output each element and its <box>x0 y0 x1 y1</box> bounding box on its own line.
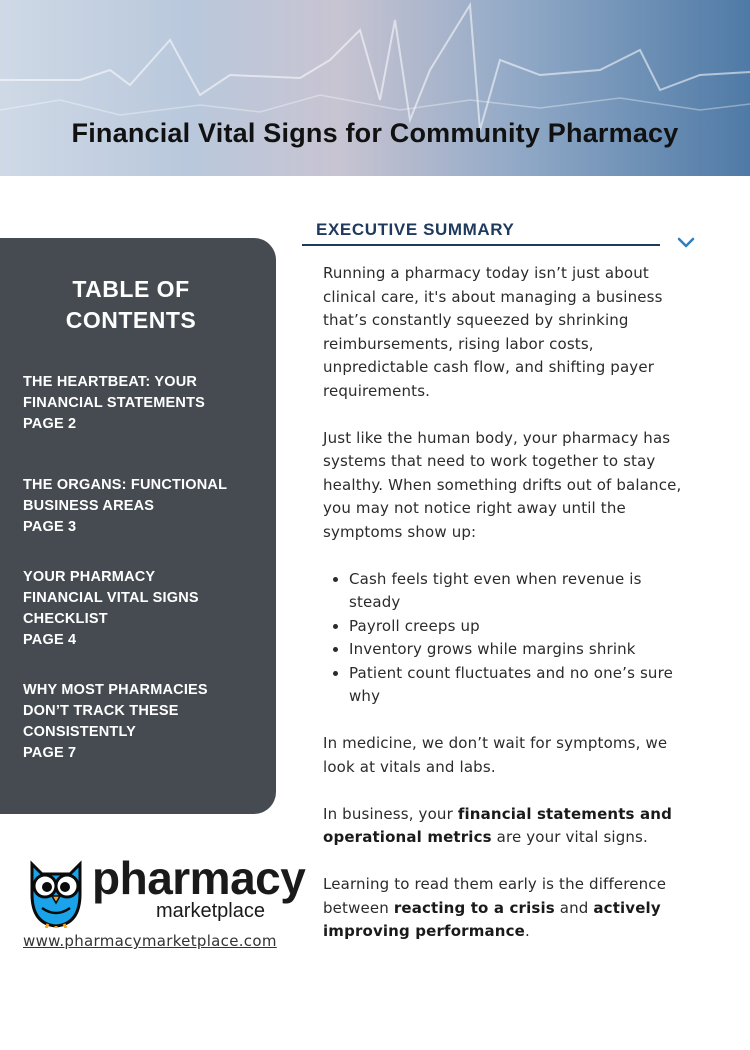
logo-wordmark-marketplace: marketplace <box>156 900 265 922</box>
list-item: • Patient count fluctuates and no one’s sure why <box>349 662 693 709</box>
pharmacy-marketplace-logo <box>24 852 304 928</box>
chevron-down-icon[interactable] <box>676 236 696 250</box>
list-item: • Inventory grows while margins shrink <box>349 638 693 662</box>
summary-paragraph-2: Just like the human body, your pharmacy has systems that need to work together to stay healthy. When something drifts out of balance, you may not notice right away until the symptoms show up: <box>323 428 682 541</box>
list-item: • Cash feels tight even when revenue is steady <box>349 568 693 615</box>
owl-logo-icon <box>24 854 88 928</box>
toc-heading: TABLE OF CONTENTS <box>65 276 197 333</box>
summary-paragraph-1: Running a pharmacy today isn’t just about clinical care, it's about managing a business that’s constantly squeezed by shrinking reimbursements, rising labor costs, unpredictable cash flow, and shifting payer requirements. <box>323 264 663 400</box>
summary-paragraph-5: Learning to read them early is the difference between reacting to a crisis and actively improving performance. <box>323 875 667 940</box>
table-of-contents-panel <box>0 238 276 814</box>
executive-summary-body <box>323 262 693 967</box>
section-heading-executive-summary: EXECUTIVE SUMMARY <box>316 220 515 239</box>
list-item: • Payroll creeps up <box>349 615 693 639</box>
toc-item-organs[interactable]: THE ORGANS: FUNCTIONAL BUSINESS AREAS PAGE 3 <box>23 477 228 535</box>
website-link[interactable]: www.pharmacymarketplace.com <box>23 932 277 950</box>
toc-item-heartbeat[interactable]: THE HEARTBEAT: YOUR FINANCIAL STATEMENTS PAGE 2 <box>23 374 206 432</box>
document-title: Financial Vital Signs for Community Pharmacy <box>71 118 679 148</box>
summary-paragraph-3: In medicine, we don’t wait for symptoms, we look at vitals and labs. <box>323 734 668 776</box>
summary-paragraph-4: In business, your financial statements and operational metrics are your vital signs. <box>323 804 672 846</box>
toc-item-why-track[interactable]: WHY MOST PHARMACIES DON’T TRACK THESE CONSISTENTLY PAGE 7 <box>23 682 208 761</box>
section-divider <box>302 244 660 246</box>
symptom-list <box>323 568 693 709</box>
header-banner <box>0 0 750 176</box>
ekg-background-graphic <box>0 0 750 176</box>
toc-item-checklist[interactable]: YOUR PHARMACY FINANCIAL VITAL SIGNS CHECKLIST PAGE 4 <box>23 569 199 648</box>
logo-wordmark-pharmacy: pharmacy <box>92 852 306 904</box>
